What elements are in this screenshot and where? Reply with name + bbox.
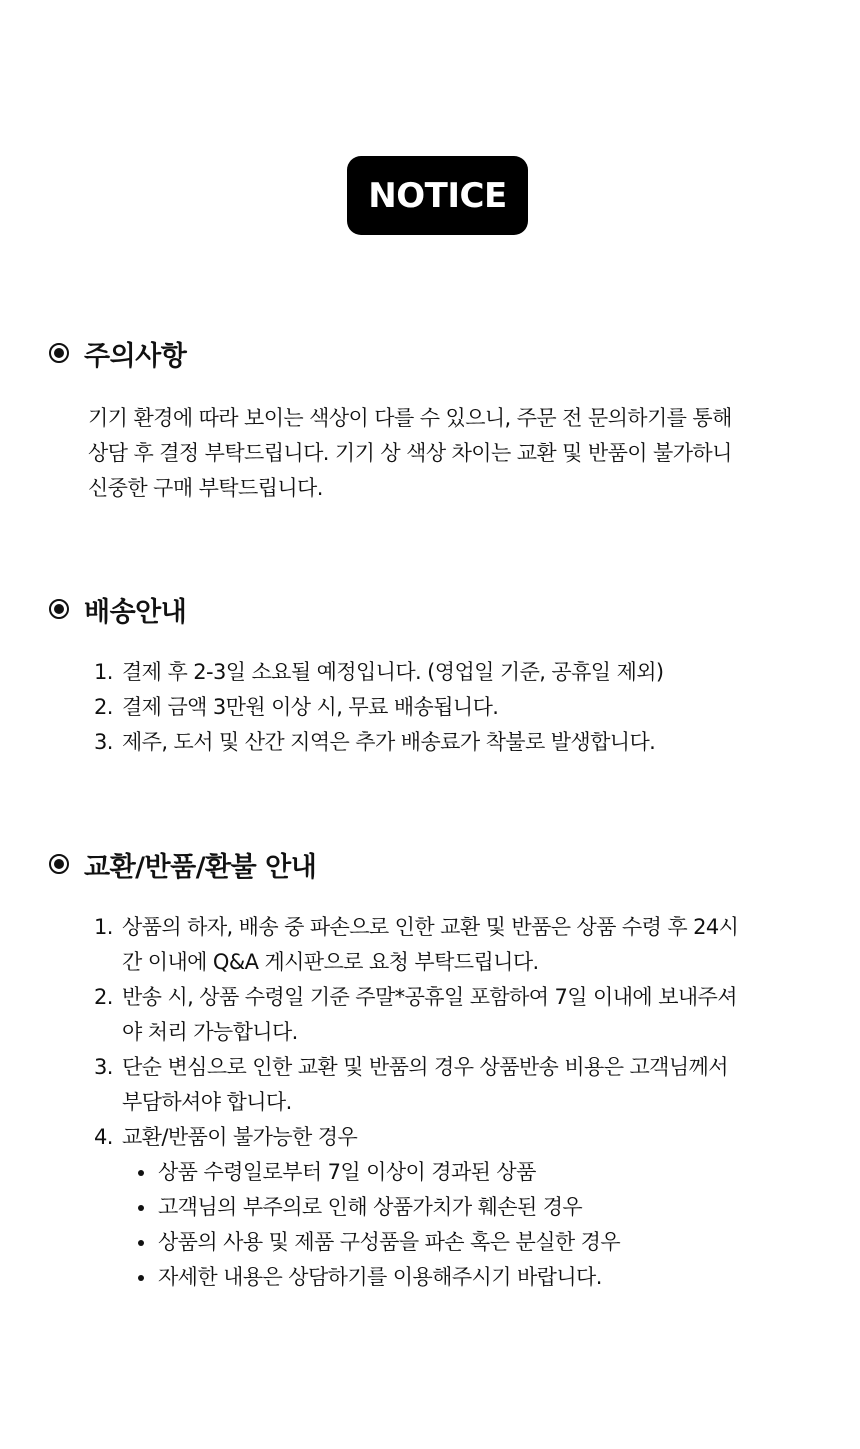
list-item-number: 3. xyxy=(94,730,113,754)
list-item xyxy=(94,1120,820,1295)
list-item-number: 3. xyxy=(94,1055,113,1079)
list-item xyxy=(94,910,820,980)
list-item-number: 2. xyxy=(94,985,113,1009)
caution-line: 기기 환경에 따라 보이는 색상이 다를 수 있으니, 주문 전 문의하기를 통해 xyxy=(88,406,732,430)
sub-list-item-text: 상품 수령일로부터 7일 이상이 경과된 상품 xyxy=(158,1160,536,1184)
list-item-number: 4. xyxy=(94,1125,113,1149)
shipping-title-text: 배송안내 xyxy=(84,596,187,628)
list-item-line: 단순 변심으로 인한 교환 및 반품의 경우 상품반송 비용은 고객님께서 xyxy=(122,1055,728,1079)
caution-line: 신중한 구매 부탁드립니다. xyxy=(88,476,323,500)
list-item-text: 결제 후 2-3일 소요될 예정입니다. (영업일 기준, 공휴일 제외) xyxy=(122,660,664,684)
list-item-line: 교환/반품이 불가능한 경우 xyxy=(122,1125,358,1149)
caution-title xyxy=(48,333,820,373)
exchange-sublist xyxy=(122,1155,820,1295)
sub-list-item xyxy=(130,1190,820,1225)
list-item-number: 1. xyxy=(94,915,113,939)
shipping-section xyxy=(48,589,820,760)
sub-list-item-text: 고객님의 부주의로 인해 상품가치가 훼손된 경우 xyxy=(158,1195,583,1219)
caution-paragraph xyxy=(88,401,808,506)
sub-list-item xyxy=(130,1225,820,1260)
caution-section xyxy=(48,333,820,506)
bullet-dot-icon xyxy=(138,1240,144,1246)
list-item-line: 간 이내에 Q&A 게시판으로 요청 부탁드립니다. xyxy=(122,950,539,974)
sub-list-item xyxy=(130,1155,820,1190)
radio-bullet-icon xyxy=(48,342,70,364)
shipping-title xyxy=(48,589,820,629)
list-item xyxy=(94,980,820,1050)
radio-bullet-icon xyxy=(48,853,70,875)
list-item xyxy=(94,655,820,690)
sub-list-item-text: 자세한 내용은 상담하기를 이용해주시기 바랍니다. xyxy=(158,1265,602,1289)
bullet-dot-icon xyxy=(138,1275,144,1281)
radio-bullet-icon xyxy=(48,598,70,620)
list-item xyxy=(94,725,820,760)
exchange-title-text: 교환/반품/환불 안내 xyxy=(84,851,317,883)
list-item-number: 1. xyxy=(94,660,113,684)
bullet-dot-icon xyxy=(138,1170,144,1176)
list-item-line: 야 처리 가능합니다. xyxy=(122,1020,298,1044)
caution-title-text: 주의사항 xyxy=(84,340,187,372)
sub-list-item xyxy=(130,1260,820,1295)
exchange-list xyxy=(48,910,820,1295)
list-item xyxy=(94,690,820,725)
list-item-line: 반송 시, 상품 수령일 기준 주말*공휴일 포함하여 7일 이내에 보내주셔 xyxy=(122,985,737,1009)
caution-line: 상담 후 결정 부탁드립니다. 기기 상 색상 차이는 교환 및 반품이 불가하니 xyxy=(88,441,732,465)
sub-list-item-text: 상품의 사용 및 제품 구성품을 파손 혹은 분실한 경우 xyxy=(158,1230,621,1254)
shipping-list xyxy=(48,655,820,760)
list-item-text: 결제 금액 3만원 이상 시, 무료 배송됩니다. xyxy=(122,695,499,719)
exchange-title xyxy=(48,844,820,884)
list-item-line: 상품의 하자, 배송 중 파손으로 인한 교환 및 반품은 상품 수령 후 24시 xyxy=(122,915,739,939)
list-item-text: 제주, 도서 및 산간 지역은 추가 배송료가 착불로 발생합니다. xyxy=(122,730,656,754)
notice-badge-label: NOTICE xyxy=(368,175,507,216)
exchange-section xyxy=(48,844,820,1295)
list-item-number: 2. xyxy=(94,695,113,719)
bullet-dot-icon xyxy=(138,1205,144,1211)
list-item-line: 부담하셔야 합니다. xyxy=(122,1090,292,1114)
notice-badge xyxy=(347,156,528,235)
list-item xyxy=(94,1050,820,1120)
